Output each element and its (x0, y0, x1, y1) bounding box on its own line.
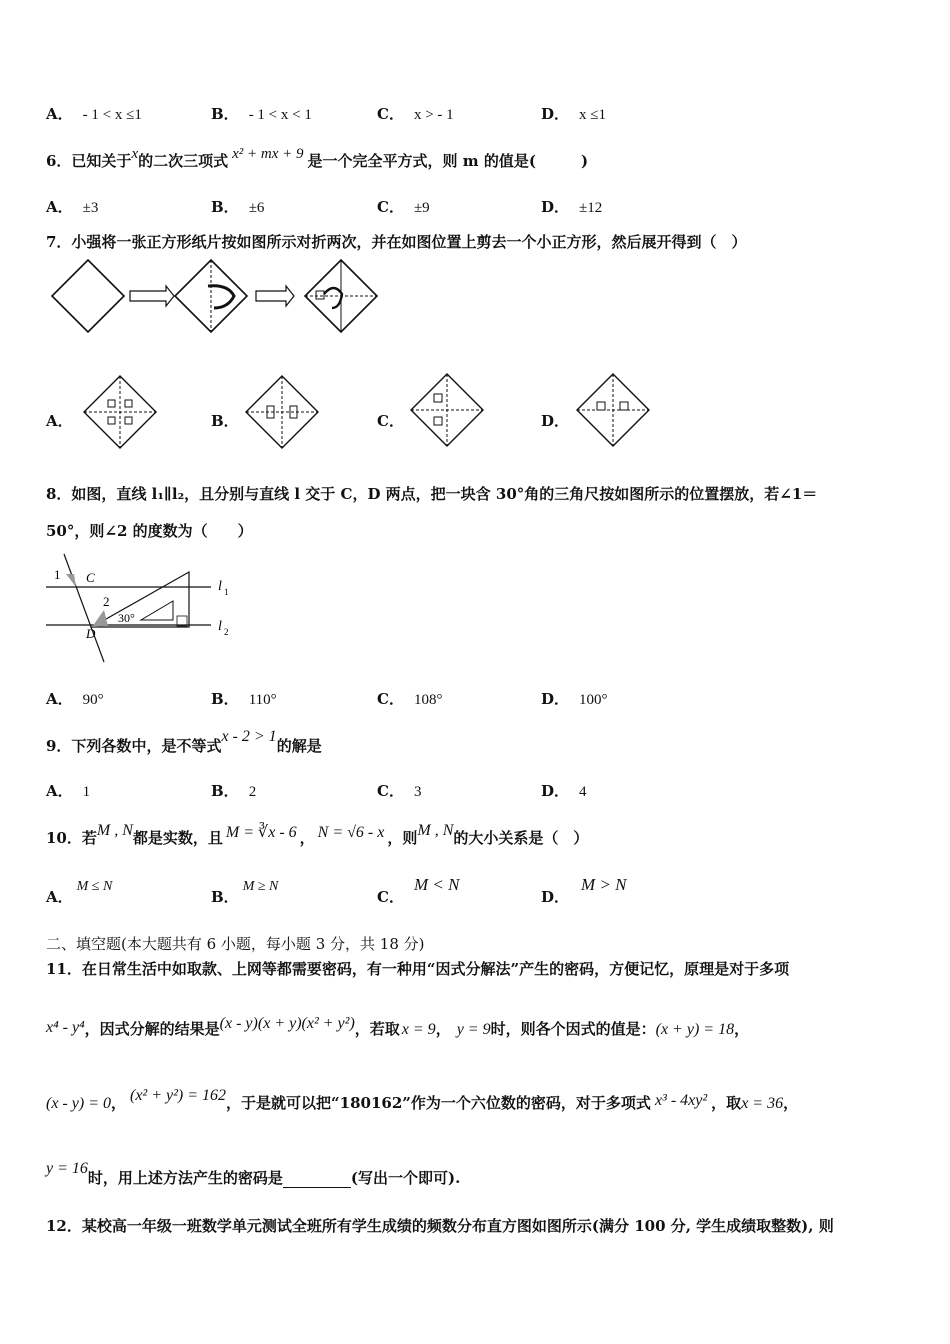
q7-folding-figure (46, 256, 386, 346)
option-letter: A． (46, 105, 73, 123)
fig-label-1: 1 (54, 567, 61, 582)
option-value: 1 (82, 784, 91, 800)
q7-option-a-figure (83, 375, 157, 449)
option-letter: D． (541, 782, 570, 800)
q7-option-a[interactable]: A． (46, 412, 73, 430)
option-letter: D． (541, 690, 570, 708)
q7-option-b[interactable]: B． (211, 412, 239, 430)
q11-expr-6: (x - y) = 0 (46, 1095, 111, 1112)
q10-text-3: ，则 (387, 829, 418, 847)
fig-label-l1-sub: 1 (224, 587, 229, 597)
option-letter: A． (46, 782, 73, 800)
q9-text-1: 9．下列各数中，是不等式 (46, 737, 222, 755)
option-value: M ≤ N (76, 879, 113, 894)
q10-text-1: 10．若 (46, 829, 97, 847)
q10-mn: M , N (96, 822, 133, 839)
q8-option-c[interactable] (377, 688, 442, 709)
q5-option-d[interactable] (541, 103, 606, 124)
q7-option-d[interactable]: D． (541, 412, 570, 430)
q9-option-a[interactable] (46, 780, 90, 801)
option-value: 3 (413, 784, 422, 800)
q11-line2 (46, 1015, 750, 1039)
q8-option-a[interactable] (46, 688, 104, 709)
option-letter: B． (211, 782, 239, 800)
q11-text-10: 时，用上述方法产生的密码是 (87, 1169, 283, 1187)
option-value: x > - 1 (413, 107, 454, 123)
q11-expr-5: (x + y) = 18 (655, 1021, 735, 1038)
q9-option-b[interactable] (211, 780, 256, 801)
q11-line4 (46, 1160, 461, 1188)
fig-label-l1: l (218, 579, 222, 594)
q10-expr-m: M = ∛x - 6 (225, 824, 297, 841)
q6-option-d[interactable] (541, 196, 602, 217)
q11-text-3: ， (435, 1020, 451, 1038)
option-letter: C． (377, 105, 404, 123)
q7-option-c-figure (410, 373, 484, 447)
q11-line1: 11．在日常生活中如取款、上网等都需要密码，有一种用“因式分解法”产生的密码，方便记忆，原理是对于多项 (46, 960, 790, 978)
q7-option-b-figure (245, 375, 319, 449)
q10-mn-2: M , N (417, 822, 454, 839)
q6-expr: x² + mx + 9 (232, 146, 304, 162)
q10-comma: ， (299, 829, 315, 847)
q8-geometry-figure (46, 550, 246, 665)
section-2-title: 二、填空题(本大题共有 6 小题，每小题 3 分，共 18 分) (46, 935, 425, 953)
q11-expr-9: x = 36 (741, 1095, 784, 1112)
q10-option-a[interactable] (46, 879, 113, 907)
q6-option-b[interactable] (211, 196, 264, 217)
q11-expr-1: x⁴ - y⁴ (46, 1019, 85, 1036)
option-letter: C． (377, 690, 404, 708)
fig-label-c: C (86, 570, 95, 585)
option-letter: B． (211, 105, 239, 123)
q9-text-2: 的解是 (276, 737, 322, 755)
q12-line1: 12．某校高一年级一班数学单元测试全班所有学生成绩的频数分布直方图如图所示(满分 100 分, 学生成绩取整数), 则 (46, 1217, 834, 1235)
option-value: 108° (413, 692, 443, 708)
q6-option-a[interactable] (46, 196, 98, 217)
option-letter: C． (377, 782, 404, 800)
q11-text-2: ，若取 (354, 1020, 400, 1038)
option-value: ±3 (82, 200, 99, 216)
option-value: 90° (82, 692, 104, 708)
q11-expr-2: (x - y)(x + y)(x² + y²) (219, 1015, 355, 1032)
q8-stem-line1: 8．如图，直线 l₁∥l₂，且分别与直线 l 交于 C，D 两点，把一块含 30°角的三角尺按如图所示的位置摆放，若∠1＝ (46, 485, 818, 503)
option-value: ±12 (579, 200, 603, 216)
q11-line3 (46, 1087, 799, 1113)
option-letter: C． (377, 198, 404, 216)
option-value: 100° (579, 692, 608, 708)
option-letter: B． (211, 690, 239, 708)
option-value: - 1 < x ≤1 (82, 107, 142, 123)
option-letter: D． (541, 105, 570, 123)
q11-text-11: (写出一个即可). (350, 1169, 461, 1187)
q11-text-1: ，因式分解的结果是 (84, 1020, 220, 1038)
q9-option-d[interactable] (541, 780, 587, 801)
option-value: 4 (579, 784, 587, 800)
q7-stem: 7．小强将一张正方形纸片按如图所示对折两次，并在如图位置上剪去一个小正方形，然后展开得到（ ） (46, 233, 747, 251)
fig-label-30: 30° (118, 611, 135, 625)
q10-stem (46, 822, 589, 848)
q11-text-6: ， (110, 1094, 126, 1112)
option-value: M > N (581, 875, 627, 894)
q10-option-c[interactable] (377, 875, 460, 907)
option-letter: A． (46, 690, 73, 708)
q11-text-7: ，于是就可以把“180162”作为一个六位数的密码，对于多项式 (226, 1094, 651, 1112)
q8-option-d[interactable] (541, 688, 608, 709)
answer-blank[interactable] (283, 1173, 351, 1188)
q11-text-8: ，取 (711, 1094, 742, 1112)
q10-option-d[interactable] (541, 875, 627, 907)
q6-text-2: 的二次三项式 (138, 152, 229, 170)
q9-option-c[interactable] (377, 780, 421, 801)
fig-label-2: 2 (103, 594, 110, 609)
q10-text-2: 都是实数，且 (132, 829, 223, 847)
option-value: ±6 (248, 200, 265, 216)
option-letter: B． (211, 888, 239, 906)
q10-option-b[interactable] (211, 879, 279, 907)
option-value: 2 (248, 784, 257, 800)
fig-label-d: D (86, 626, 96, 641)
q5-option-b[interactable] (211, 103, 312, 124)
q10-text-4: 的大小关系是（ ） (453, 829, 589, 847)
option-letter: D． (541, 198, 570, 216)
q11-text-5: ， (734, 1020, 750, 1038)
q8-option-b[interactable] (211, 688, 277, 709)
option-value: - 1 < x < 1 (248, 107, 312, 123)
q11-text-9: ， (783, 1094, 799, 1112)
option-letter: D． (541, 888, 570, 906)
q9-expr: x - 2 > 1 (221, 728, 277, 745)
option-value: x ≤1 (579, 107, 606, 123)
q11-expr-10: y = 16 (46, 1160, 88, 1177)
q11-expr-7: (x² + y²) = 162 (130, 1087, 227, 1104)
q6-option-c[interactable] (377, 196, 430, 217)
q9-stem (46, 728, 322, 756)
fig-label-l2-sub: 2 (224, 627, 229, 637)
q8-stem-line2: 50°，则∠2 的度数为（ ） (46, 522, 253, 540)
option-value: 110° (248, 692, 277, 708)
option-letter: B． (211, 198, 239, 216)
q6-text-1: 6．已知关于 (46, 152, 132, 170)
q5-option-a[interactable] (46, 103, 142, 124)
q6-var: x (131, 146, 139, 162)
q10-expr-n: N = √6 - x (317, 824, 385, 841)
q6-stem (46, 146, 589, 171)
q11-text-4: 时，则各个因式的值是： (490, 1020, 656, 1038)
q7-option-d-figure (576, 373, 650, 447)
option-value: ±9 (413, 200, 430, 216)
option-letter: A． (46, 888, 73, 906)
option-letter: A． (46, 198, 73, 216)
fig-label-l2: l (218, 619, 222, 634)
q11-expr-8: x³ - 4xy² (654, 1092, 708, 1109)
q11-expr-3: x = 9 (401, 1021, 436, 1038)
q6-text-3: 是一个完全平方式，则 m 的值是( ) (307, 152, 589, 170)
option-value: M ≥ N (242, 879, 279, 894)
q5-option-c[interactable] (377, 103, 454, 124)
q7-option-c[interactable]: C． (377, 412, 404, 430)
option-value: M < N (413, 875, 460, 894)
q11-expr-4: y = 9 (456, 1021, 491, 1038)
option-letter: C． (377, 888, 404, 906)
